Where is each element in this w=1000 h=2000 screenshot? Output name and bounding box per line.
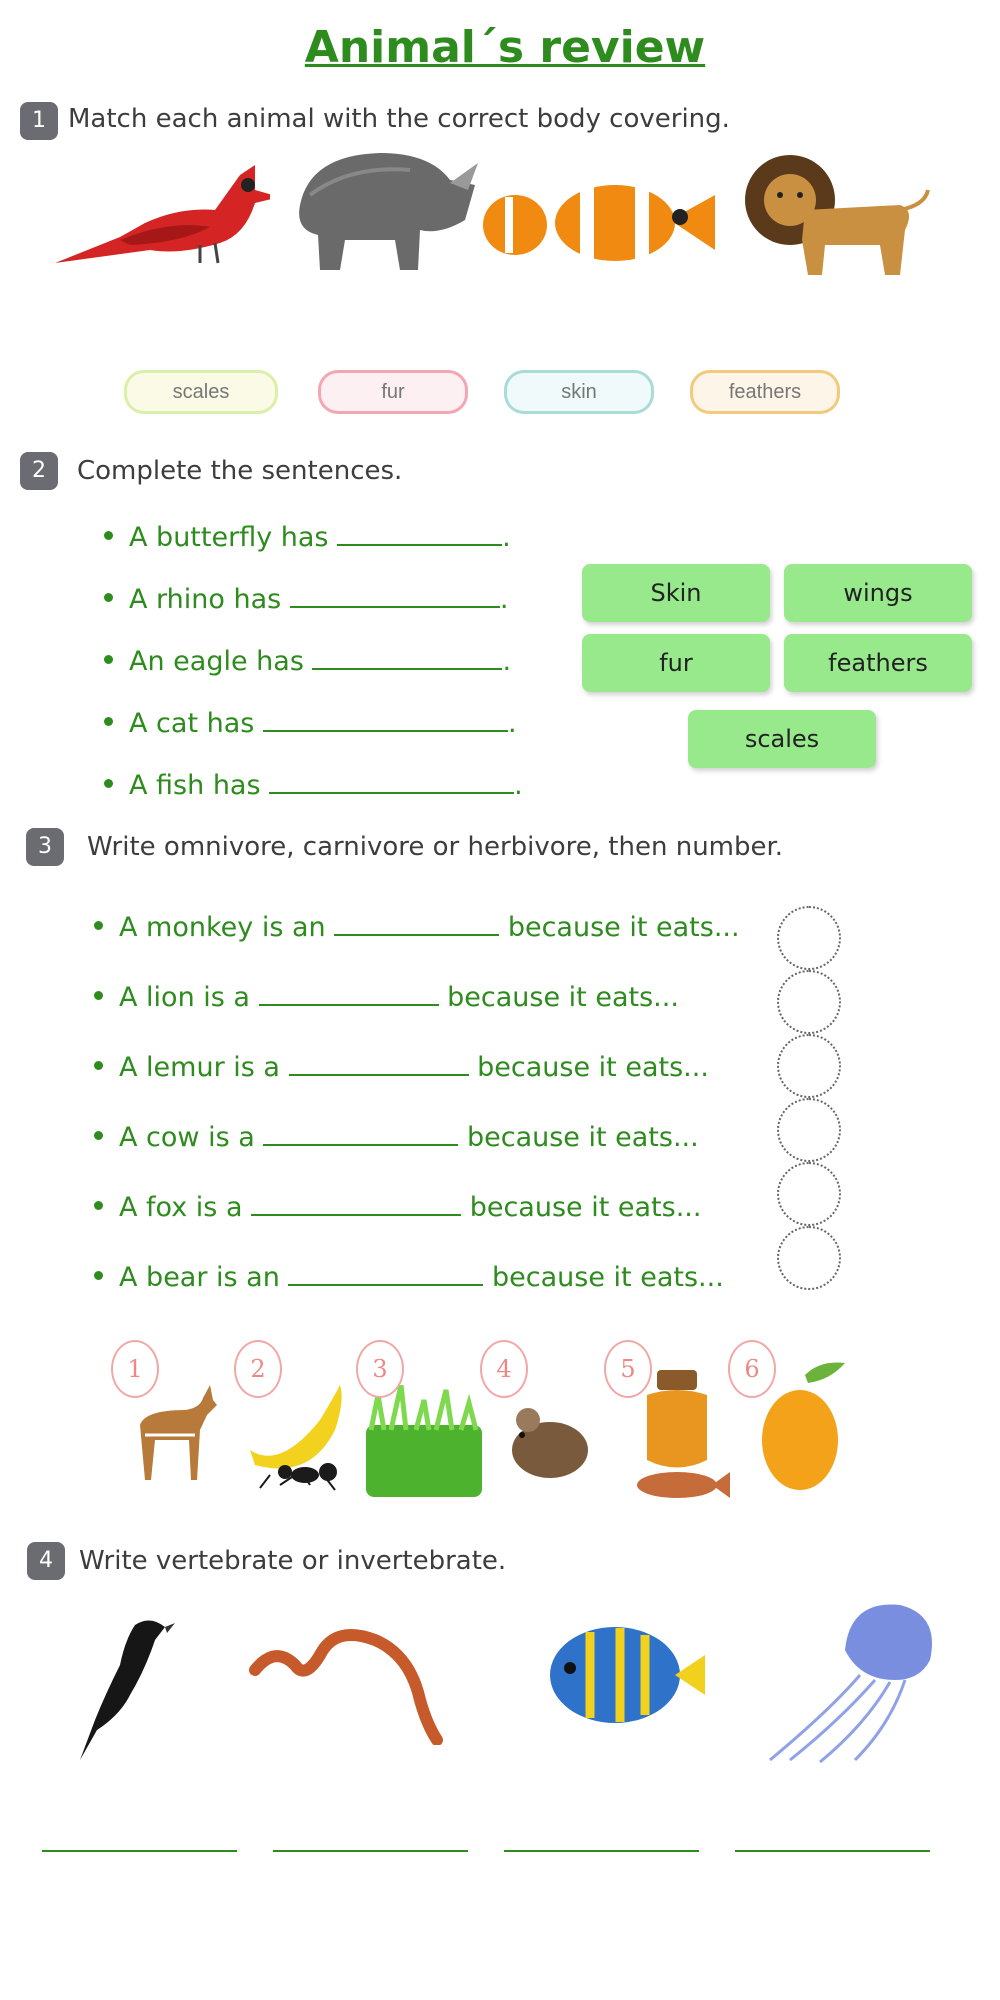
food-number-2: 2 xyxy=(234,1340,282,1398)
s3-sentence-6: A bear is an because it eats... xyxy=(94,1258,724,1293)
s3-blank-3[interactable] xyxy=(289,1048,469,1076)
s3-blank-2[interactable] xyxy=(259,978,439,1006)
section-1-number: 1 xyxy=(20,102,58,140)
food-number-4: 4 xyxy=(480,1340,528,1398)
jellyfish-image xyxy=(760,1600,940,1765)
s4-answer-line-1[interactable] xyxy=(42,1850,237,1852)
mouse-image xyxy=(500,1395,595,1485)
s2-sentence-2: A rhino has . xyxy=(104,580,508,615)
s3-sentence-3: A lemur is a because it eats... xyxy=(94,1048,709,1083)
covering-option-feathers[interactable]: feathers xyxy=(690,370,840,414)
answer-circle-2[interactable] xyxy=(777,970,841,1034)
s2-blank-1[interactable] xyxy=(337,518,502,546)
word-fur[interactable]: fur xyxy=(582,634,770,692)
lion-image xyxy=(730,150,930,285)
section-3-instruction: Write omnivore, carnivore or herbivore, then number. xyxy=(87,832,784,862)
s3-sentence-5: A fox is a because it eats... xyxy=(94,1188,701,1223)
food-number-6: 6 xyxy=(728,1340,776,1398)
s2-sentence-5: A fish has . xyxy=(104,766,523,801)
covering-option-scales[interactable]: scales xyxy=(124,370,278,414)
page-title: Animal´s review xyxy=(304,22,706,73)
s4-answer-line-3[interactable] xyxy=(504,1850,699,1852)
rhino-image xyxy=(290,145,480,275)
banana-and-ant-image xyxy=(240,1380,370,1500)
s2-sentence-1: A butterfly has . xyxy=(104,518,511,553)
section-2-number: 2 xyxy=(20,452,58,490)
s2-sentence-3: An eagle has . xyxy=(104,642,511,677)
answer-circle-5[interactable] xyxy=(777,1162,841,1226)
s3-blank-4[interactable] xyxy=(263,1118,458,1146)
s4-answer-line-2[interactable] xyxy=(273,1850,468,1852)
section-2-instruction: Complete the sentences. xyxy=(77,456,403,486)
word-skin[interactable]: Skin xyxy=(582,564,770,622)
s2-sentence-4: A cat has . xyxy=(104,704,517,739)
section-3-number: 3 xyxy=(26,828,64,866)
food-number-3: 3 xyxy=(356,1340,404,1398)
s3-blank-1[interactable] xyxy=(334,908,499,936)
word-feathers[interactable]: feathers xyxy=(784,634,972,692)
s3-sentence-4: A cow is a because it eats... xyxy=(94,1118,699,1153)
s3-blank-6[interactable] xyxy=(288,1258,483,1286)
covering-option-fur[interactable]: fur xyxy=(318,370,468,414)
blackbird-image xyxy=(75,1615,175,1765)
word-scales[interactable]: scales xyxy=(688,710,876,768)
answer-circle-6[interactable] xyxy=(777,1226,841,1290)
food-number-1: 1 xyxy=(111,1340,159,1398)
cardinal-bird-image xyxy=(50,145,270,275)
tropical-fish-image xyxy=(530,1610,705,1740)
covering-option-skin[interactable]: skin xyxy=(504,370,654,414)
worm-image xyxy=(245,1625,445,1745)
section-4-instruction: Write vertebrate or invertebrate. xyxy=(79,1546,507,1576)
s2-blank-3[interactable] xyxy=(312,642,502,670)
answer-circle-4[interactable] xyxy=(777,1098,841,1162)
s3-sentence-1: A monkey is an because it eats... xyxy=(94,908,740,943)
answer-circle-1[interactable] xyxy=(777,906,841,970)
grass-image xyxy=(366,1385,482,1497)
clownfish-image xyxy=(475,165,725,275)
s2-blank-2[interactable] xyxy=(290,580,500,608)
section-1-instruction: Match each animal with the correct body covering. xyxy=(68,104,730,134)
food-number-5: 5 xyxy=(604,1340,652,1398)
answer-circle-3[interactable] xyxy=(777,1034,841,1098)
s3-blank-5[interactable] xyxy=(251,1188,461,1216)
section-4-number: 4 xyxy=(27,1542,65,1580)
word-wings[interactable]: wings xyxy=(784,564,972,622)
s2-blank-4[interactable] xyxy=(263,704,508,732)
s4-answer-line-4[interactable] xyxy=(735,1850,930,1852)
s3-sentence-2: A lion is a because it eats... xyxy=(94,978,679,1013)
s2-blank-5[interactable] xyxy=(269,766,514,794)
